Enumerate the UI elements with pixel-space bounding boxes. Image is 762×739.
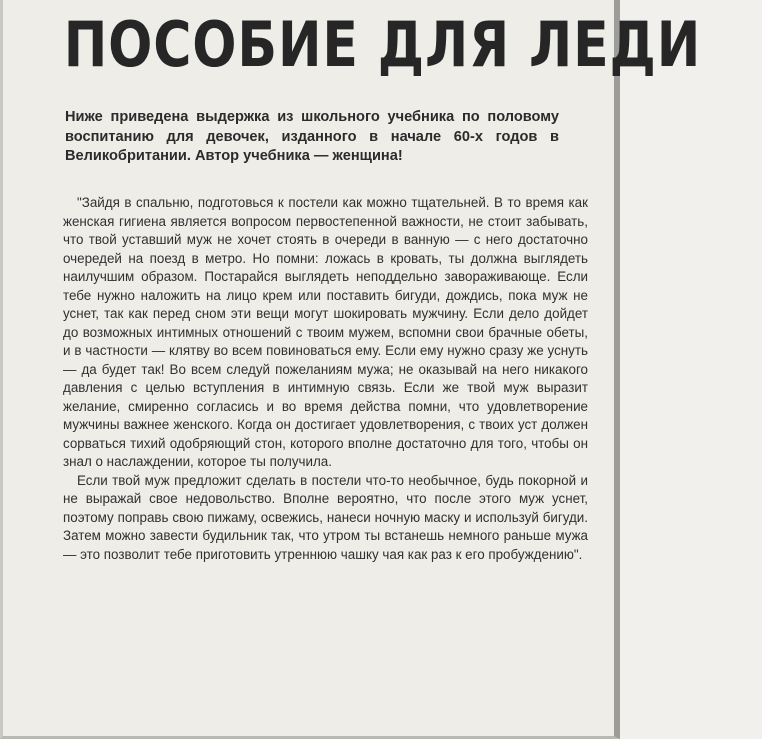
body-paragraph-2: Если твой муж предложит сделать в постели что-то необычное, будь покорной и не выражай свое недовольство. Вполне вероятно, что после этого муж уснет, поэтому поправь свою пижаму, освежись, нанеси ночную маску и используй бигуди. Затем можно завести будильник так, что утром ты встанешь немного раньше мужа — это позволит тебе приготовить утреннюю чашку чая как раз к его пробуждению". xyxy=(63,472,588,562)
article-body xyxy=(63,194,588,564)
lead-paragraph: Ниже приведена выдержка из школьного учебника по половому воспитанию для девочек, изданного в начале 60-х годов в Великобритании. Автор учебника — женщина! xyxy=(65,109,559,164)
headline: ПОСОБИЕ ДЛЯ ЛЕДИ xyxy=(63,8,702,81)
headline-container xyxy=(3,8,702,81)
body-paragraph-1: "Зайдя в спальню, подготовься к постели как можно тщательней. В то время как женская гигиена является вопросом первостепенной важности, не стоит забывать, что твой уставший муж не хочет стоять в очереди в ванную — с него достаточно очередей на поезд в метро. Но помни: ложась в кровать, ты должна выглядеть наилучшим образом. Постарайся выглядеть неподдельно завораживающе. Если тебе нужно наложить на лицо крем или поставить бигуди, дождись, пока муж не уснет, так как перед сном эти вещи могут шокировать мужчину. Если дело дойдет до возможных интимных отношений с твоим мужем, вспомни свои брачные обеты, и в частности — клятву во всем повиноваться ему. Если ему нужно сразу же уснуть — да будет так! Во всем следуй пожеланиям мужа; не оказывай на него никакого давления с целью вступления в интимную связь. Если же твой муж выразит желание, смиренно согласись и во время действа помни, что удовлетворение мужчины важнее женского. Когда он достигает удовлетворения, с твоих уст должен сорваться тихий одобряющий стон, которого вполне достаточно для того, чтобы он знал о наслаждении, которое ты получила. xyxy=(63,195,588,469)
